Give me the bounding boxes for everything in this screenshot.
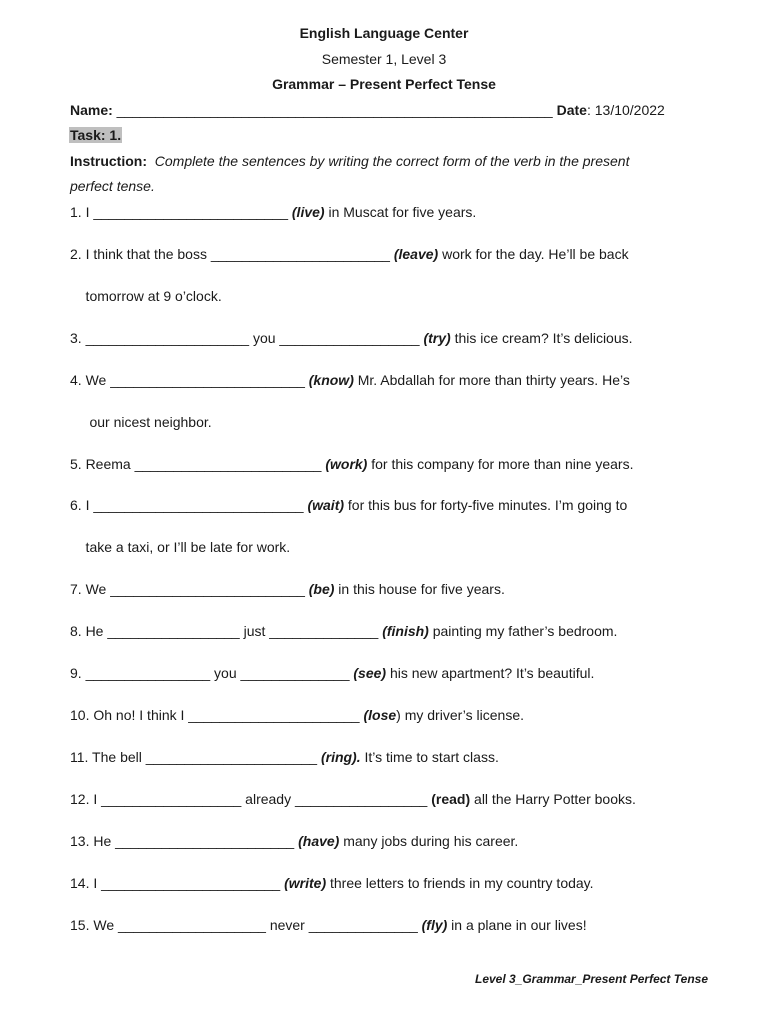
- item-text: 1. I _________________________: [70, 204, 292, 220]
- item-text: Mr. Abdallah for more than thirty years. He’s: [353, 372, 630, 388]
- item-text: work for the day. He’ll be back: [438, 246, 629, 262]
- name-date-row: [70, 101, 665, 119]
- instruction-line-2: perfect tense.: [70, 178, 155, 194]
- verb-hint: (see): [353, 665, 387, 681]
- date-value: : 13/10/2022: [586, 102, 665, 118]
- verb-hint: (be): [308, 581, 335, 597]
- exercise-item-15: [70, 916, 587, 934]
- item-text: 4. We _________________________: [70, 372, 309, 388]
- exercise-item-3: [70, 329, 633, 347]
- item-text: It’s time to start class.: [360, 749, 499, 765]
- exercise-item-6: [70, 496, 627, 514]
- item-text: 8. He _________________ just ______________: [70, 623, 383, 639]
- exercise-item-1: [70, 203, 476, 221]
- item-text: 3. _____________________ you __________________: [70, 330, 424, 346]
- item-text: his new apartment? It’s beautiful.: [386, 665, 595, 681]
- page-footer: Level 3_Grammar_Present Perfect Tense: [474, 972, 708, 986]
- task-label: Task: 1.: [70, 127, 122, 143]
- verb-hint: (write): [284, 875, 327, 891]
- item-text: this ice cream? It’s delicious.: [450, 330, 633, 346]
- verb-hint: (read): [431, 791, 471, 807]
- exercise-item-4-continued: our nicest neighbor.: [70, 414, 212, 430]
- item-text: in a plane in our lives!: [447, 917, 587, 933]
- item-text: for this company for more than nine years.: [367, 456, 634, 472]
- verb-hint: (leave): [393, 246, 439, 262]
- item-text: painting my father’s bedroom.: [428, 623, 618, 639]
- name-label: Name:: [70, 102, 113, 118]
- item-text: 2. I think that the boss _______________________: [70, 246, 394, 262]
- verb-hint: (ring).: [320, 749, 361, 765]
- verb-hint: (lose: [363, 707, 397, 723]
- task-row: [69, 126, 122, 144]
- exercise-item-2: [70, 245, 629, 263]
- exercise-item-13: [70, 832, 518, 850]
- item-text: 6. I ___________________________: [70, 497, 308, 513]
- instruction-label: Instruction:: [70, 153, 147, 169]
- verb-hint: (fly): [421, 917, 448, 933]
- item-text: all the Harry Potter books.: [470, 791, 636, 807]
- verb-hint: (live): [291, 204, 325, 220]
- verb-hint: (know): [308, 372, 354, 388]
- date-label: Date: [556, 102, 587, 118]
- worksheet-topic: Grammar – Present Perfect Tense: [272, 76, 496, 92]
- exercise-item-5: [70, 455, 633, 473]
- exercise-item-12: [70, 790, 636, 808]
- exercise-item-2-continued: tomorrow at 9 o’clock.: [70, 288, 222, 304]
- item-text: for this bus for forty-five minutes. I’m going to: [344, 497, 628, 513]
- verb-hint: (wait): [307, 497, 345, 513]
- item-text: many jobs during his career.: [339, 833, 519, 849]
- exercise-item-10: [70, 706, 524, 724]
- school-title: English Language Center: [299, 25, 469, 41]
- verb-hint: (finish): [382, 623, 429, 639]
- exercise-item-14: [70, 874, 594, 892]
- verb-hint: (try): [423, 330, 451, 346]
- item-text: in this house for five years.: [334, 581, 505, 597]
- instruction-text: Complete the sentences by writing the correct form of the verb in the present: [147, 153, 630, 169]
- item-text: 7. We _________________________: [70, 581, 309, 597]
- exercise-item-11: [70, 748, 499, 766]
- exercise-item-4: [70, 371, 630, 389]
- verb-hint: (work): [325, 456, 368, 472]
- exercise-item-6-continued: take a taxi, or I’ll be late for work.: [70, 539, 291, 555]
- item-text: 15. We ___________________ never ______________: [70, 917, 422, 933]
- item-text: three letters to friends in my country today.: [326, 875, 594, 891]
- item-text: 14. I _______________________: [70, 875, 285, 891]
- item-text: in Muscat for five years.: [324, 204, 477, 220]
- item-text: 9. ________________ you ______________: [70, 665, 354, 681]
- exercise-item-9: [70, 664, 594, 682]
- exercise-item-7: [70, 580, 505, 598]
- name-blank: ________________________________________________________: [112, 102, 557, 118]
- item-text: 12. I __________________ already _________________: [70, 791, 432, 807]
- instruction-line-1: [70, 152, 629, 170]
- verb-hint: (have): [298, 833, 340, 849]
- exercise-item-8: [70, 622, 617, 640]
- item-text: ) my driver’s license.: [396, 707, 525, 723]
- semester-subtitle: Semester 1, Level 3: [321, 51, 447, 67]
- item-text: 5. Reema ________________________: [70, 456, 326, 472]
- item-text: 13. He _______________________: [70, 833, 299, 849]
- item-text: 10. Oh no! I think I ______________________: [70, 707, 364, 723]
- item-text: 11. The bell ______________________: [70, 749, 321, 765]
